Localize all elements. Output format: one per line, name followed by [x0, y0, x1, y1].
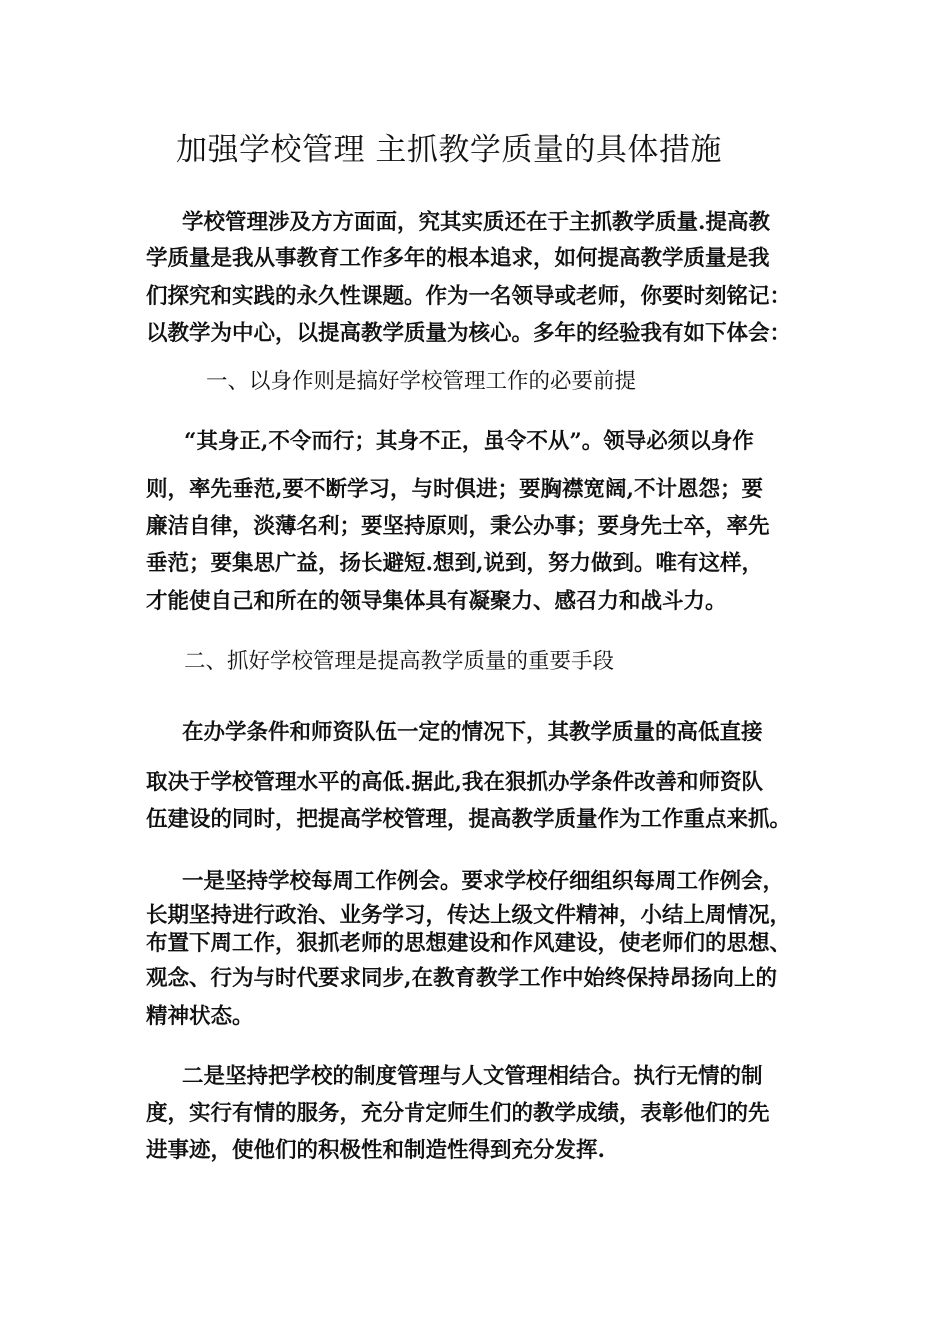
point1-line: 一是坚持学校每周工作例会。要求学校仔细组织每周工作例会， [182, 869, 785, 894]
section-heading-1: 一、以身作则是搞好学校管理工作的必要前提 [206, 369, 637, 394]
section1-line: 才能使自己和所在的领导集体具有凝聚力、感召力和战斗力。 [146, 589, 727, 614]
point1-line: 布置下周工作，狠抓老师的思想建设和作风建设，使老师们的思想、 [146, 931, 792, 956]
point1-line: 观念、行为与时代要求同步,在教育教学工作中始终保持昂扬向上的 [146, 966, 777, 991]
document-title: 加强学校管理 主抓教学质量的具体措施 [176, 132, 722, 168]
intro-line: 以教学为中心，以提高教学质量为核心。多年的经验我有如下体会： [146, 321, 792, 346]
section-heading-2: 二、抓好学校管理是提高教学质量的重要手段 [184, 649, 615, 674]
point1-line: 精神状态。 [146, 1004, 254, 1029]
section2-line: 伍建设的同时，把提高学校管理，提高教学质量作为工作重点来抓。 [146, 807, 792, 832]
intro-line: 们探究和实践的永久性课题。作为一名领导或老师，你要时刻铭记： [146, 284, 792, 309]
section1-line: 垂范；要集思广益，扬长避短.想到,说到，努力做到。唯有这样， [146, 551, 763, 576]
point2-line: 二是坚持把学校的制度管理与人文管理相结合。执行无情的制 [182, 1064, 763, 1089]
point2-line: 进事迹，使他们的积极性和制造性得到充分发挥. [146, 1138, 605, 1163]
intro-line: 学质量是我从事教育工作多年的根本追求，如何提高教学质量是我 [146, 246, 770, 271]
section1-line: 则，率先垂范,要不断学习，与时俱进；要胸襟宽阔,不计恩怨；要 [146, 477, 763, 502]
intro-line: 学校管理涉及方方面面，究其实质还在于主抓教学质量.提高教 [182, 210, 770, 235]
section2-line: 取决于学校管理水平的高低.据此,我在狠抓办学条件改善和师资队 [146, 770, 763, 795]
point1-line: 长期坚持进行政治、业务学习，传达上级文件精神，小结上周情况， [146, 903, 792, 928]
section2-line: 在办学条件和师资队伍一定的情况下，其教学质量的高低直接 [182, 720, 763, 745]
point2-line: 度，实行有情的服务，充分肯定师生们的教学成绩，表彰他们的先 [146, 1101, 770, 1126]
section1-line: “其身正,不令而行；其身不正，虽令不从”。领导必须以身作 [184, 429, 754, 454]
section1-line: 廉洁自律，淡薄名利；要坚持原则，秉公办事；要身先士卒，率先 [146, 514, 770, 539]
